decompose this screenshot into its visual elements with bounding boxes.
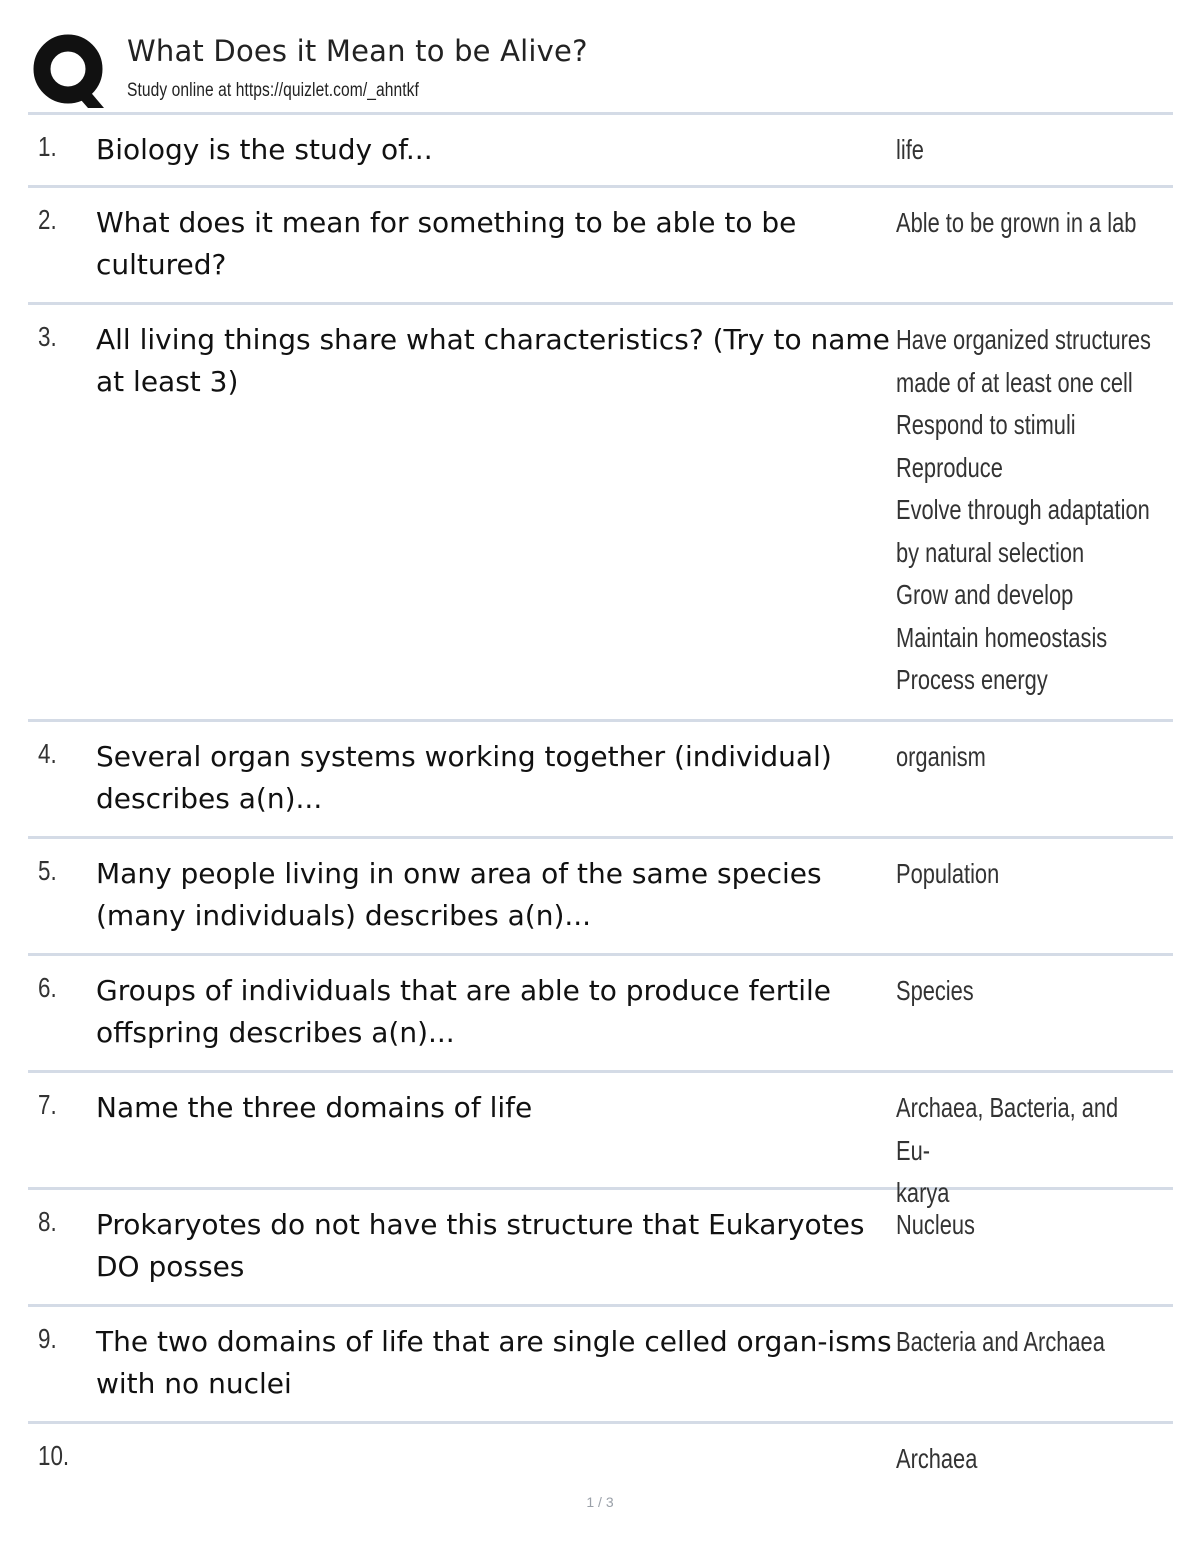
card-term: The two domains of life that are single celled organ-isms with no nuclei xyxy=(96,1325,892,1400)
card-definition: Species xyxy=(896,975,974,1006)
flashcard-row xyxy=(28,722,1173,839)
card-definition: Bacteria and Archaea xyxy=(896,1326,1105,1357)
card-term: Biology is the study of... xyxy=(96,133,433,166)
card-definition: Have organized structures made of at least one cell Respond to stimuli Reproduce Evolve through adaptation by natural selection Grow and develop Maintain homeostasis Process energy xyxy=(896,324,1151,695)
flashcard-row xyxy=(28,1424,1173,1496)
card-number: 3. xyxy=(38,321,57,352)
card-term: Prokaryotes do not have this structure that Eukaryotes DO posses xyxy=(96,1208,865,1283)
card-definition: Archaea, Bacteria, and Eu- karya xyxy=(896,1092,1119,1208)
card-number: 4. xyxy=(38,738,57,769)
flashcard-row xyxy=(28,305,1173,722)
card-term: Many people living in onw area of the same species (many individuals) describes a(n)... xyxy=(96,857,822,932)
card-number: 8. xyxy=(38,1206,57,1237)
card-number: 6. xyxy=(38,972,57,1003)
flashcard-row xyxy=(28,115,1173,188)
flashcard-row xyxy=(28,1190,1173,1307)
card-definition: Population xyxy=(896,858,1000,889)
flashcard-row xyxy=(28,839,1173,956)
card-definition: life xyxy=(896,134,924,165)
card-number: 1. xyxy=(38,131,57,162)
flashcard-row xyxy=(28,1073,1173,1208)
page-title: What Does it Mean to be Alive? xyxy=(127,34,588,68)
card-definition: Nucleus xyxy=(896,1209,975,1240)
card-definition: organism xyxy=(896,741,986,772)
card-term: All living things share what characteristics? (Try to name at least 3) xyxy=(96,323,890,398)
card-number: 2. xyxy=(38,204,57,235)
card-definition: Archaea xyxy=(896,1443,978,1474)
page-header xyxy=(28,28,1173,112)
study-online-link[interactable]: Study online at https://quizlet.com/_ahntkf xyxy=(127,80,419,101)
card-term: What does it mean for something to be able to be cultured? xyxy=(96,206,797,281)
card-number: 10. xyxy=(38,1440,70,1471)
quizlet-logo-icon xyxy=(32,32,108,108)
card-number: 5. xyxy=(38,855,57,886)
flashcard-row xyxy=(28,1307,1173,1424)
flashcard-list xyxy=(28,112,1173,1496)
card-term: Name the three domains of life xyxy=(96,1091,533,1124)
flashcard-row xyxy=(28,956,1173,1073)
card-definition: Able to be grown in a lab xyxy=(896,207,1137,238)
card-term: Several organ systems working together (individual) describes a(n)... xyxy=(96,740,832,815)
card-number: 7. xyxy=(38,1089,57,1120)
flashcard-row xyxy=(28,188,1173,305)
page-number: 1 / 3 xyxy=(586,1494,614,1510)
card-term: Groups of individuals that are able to produce fertile offspring describes a(n)... xyxy=(96,974,831,1049)
card-number: 9. xyxy=(38,1323,57,1354)
